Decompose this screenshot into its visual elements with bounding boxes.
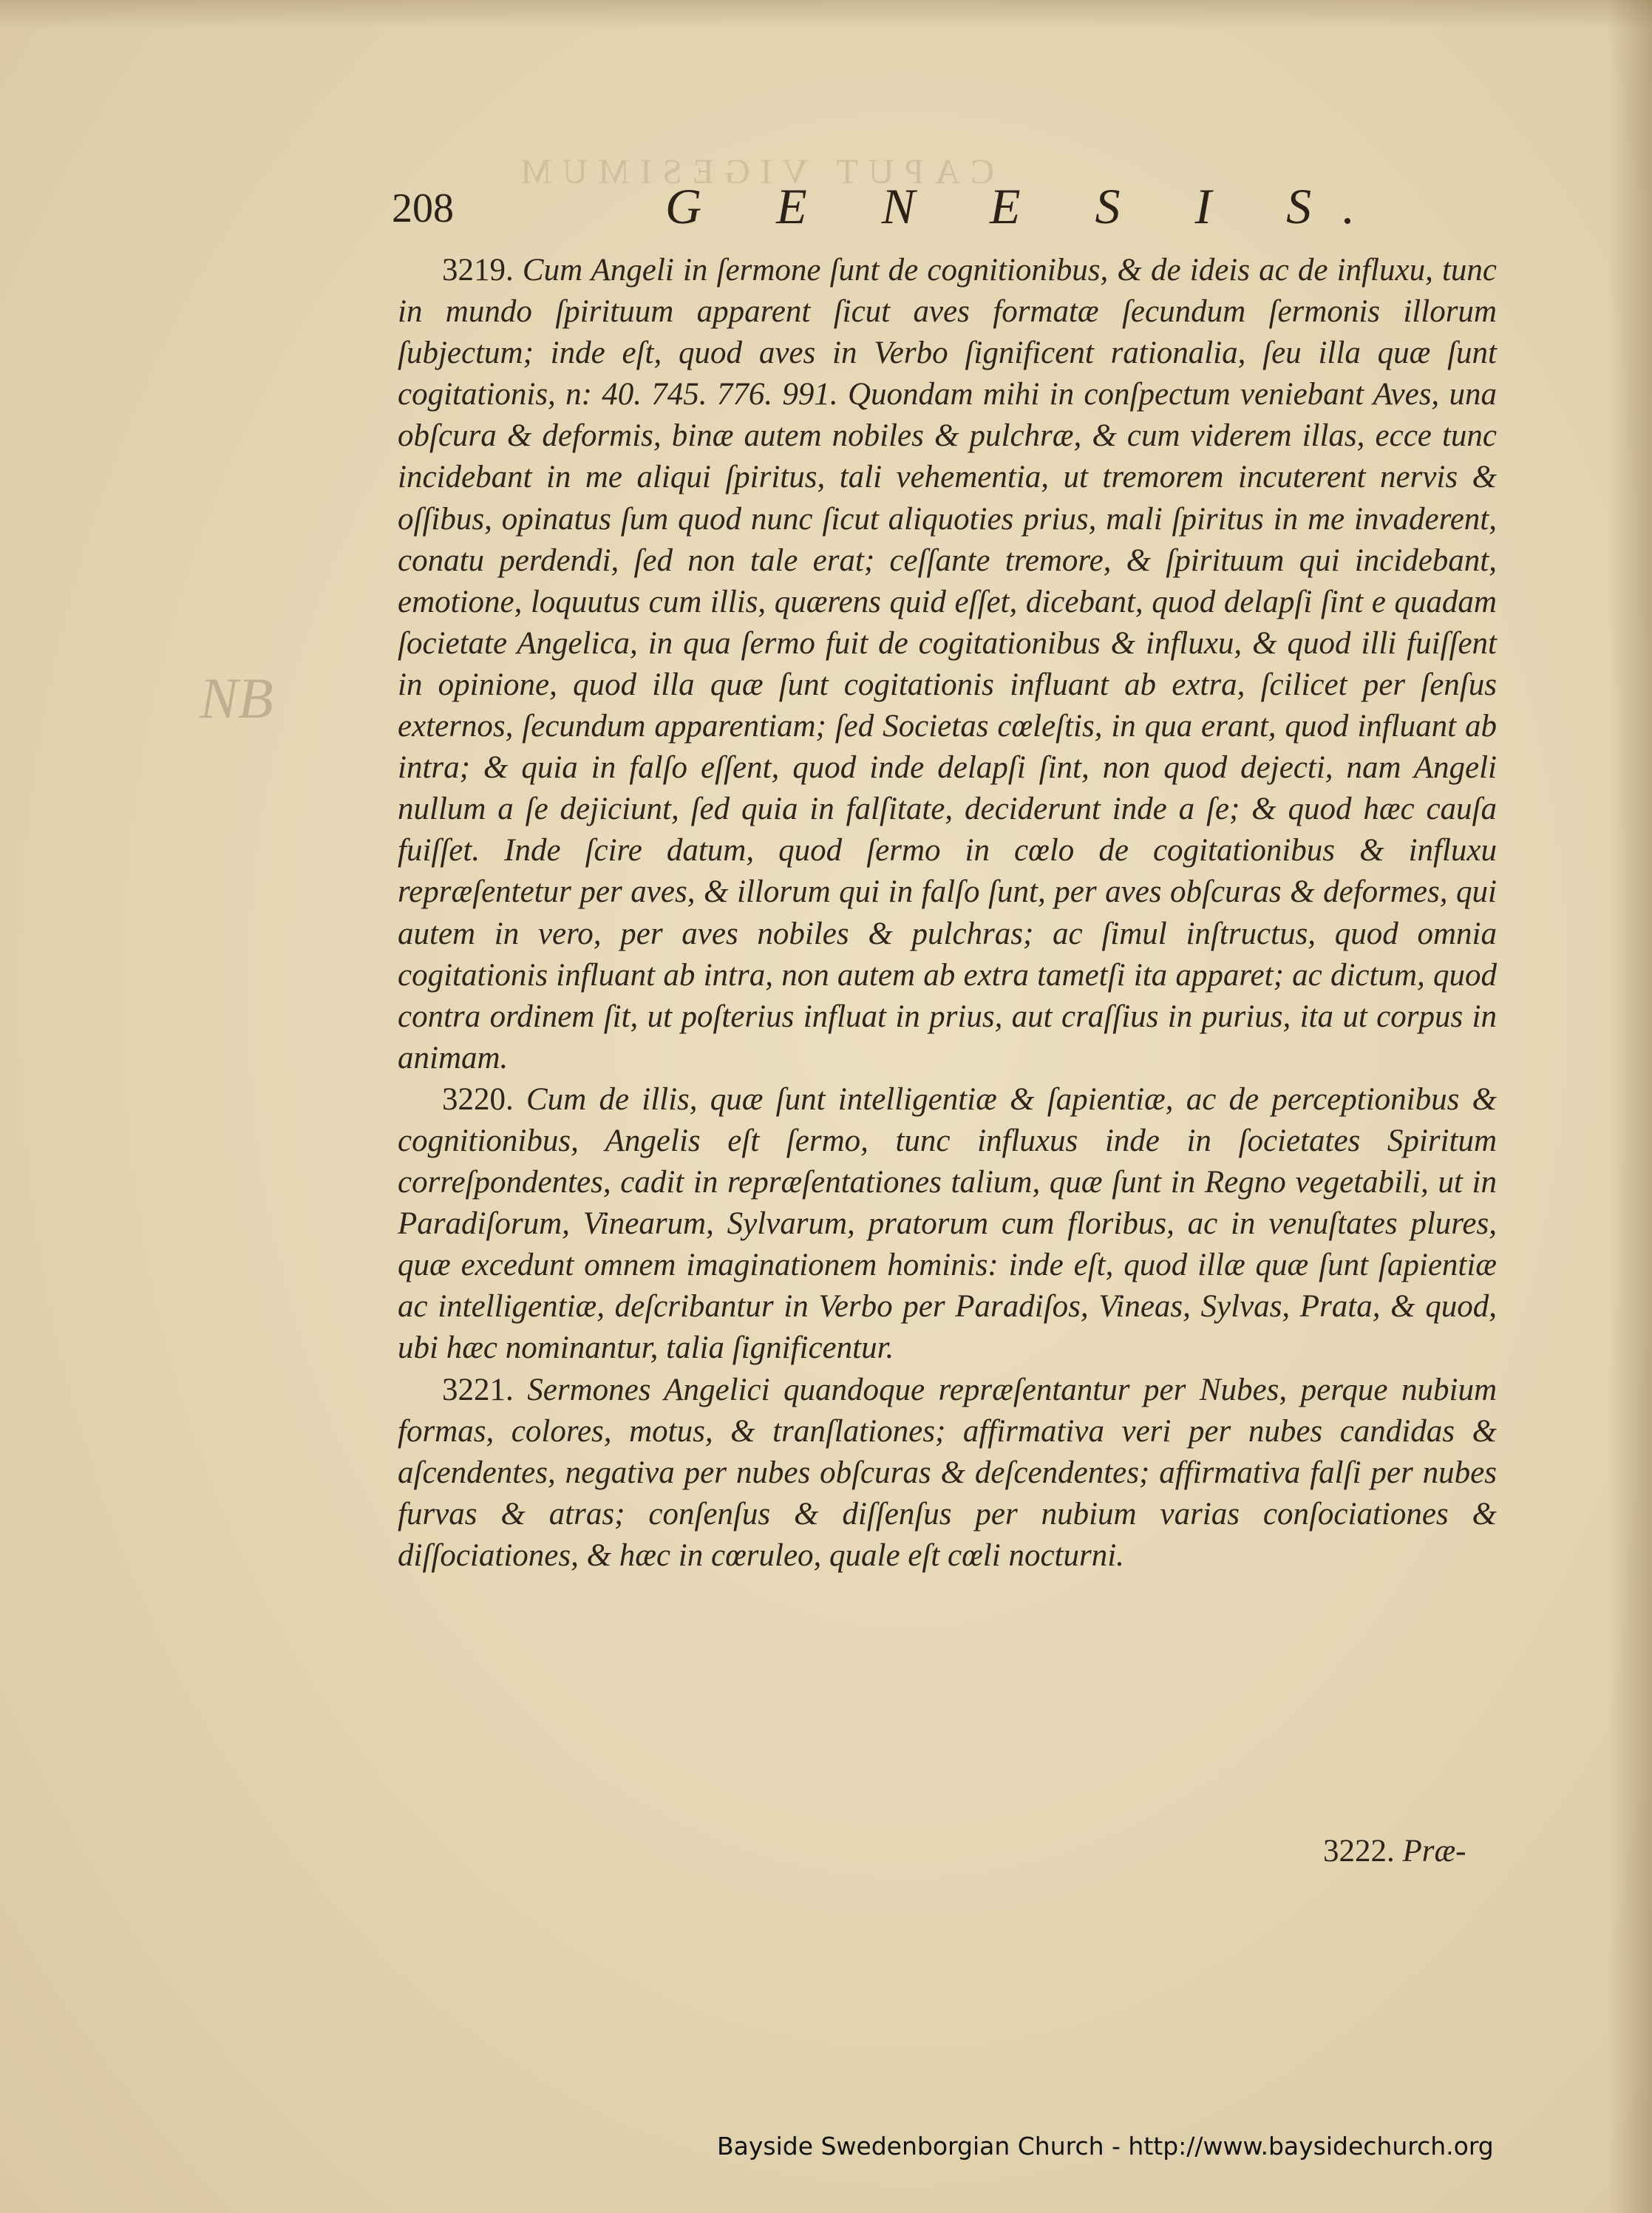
main-text xyxy=(398,250,1497,1577)
pencil-mark: NB xyxy=(200,666,273,730)
page-top-shadow xyxy=(0,0,1652,30)
paragraph-number: 3220. xyxy=(442,1081,514,1117)
page-number: 208 xyxy=(392,186,454,231)
paragraph-number: 3219. xyxy=(442,253,514,288)
catchword xyxy=(1323,1833,1466,1869)
bleed-through-text: CAPUT VIGESIMUM xyxy=(510,152,994,191)
catchword-text: Præ- xyxy=(1402,1834,1466,1869)
catchword-number: 3222. xyxy=(1323,1834,1395,1869)
credit-watermark: Bayside Swedenborgian Church - http://www.baysidechurch.org xyxy=(717,2132,1494,2161)
paragraph-3221 xyxy=(398,1370,1497,1577)
paragraph-text: Cum Angeli in ſermone ſunt de cognitionibus, & de ideis ac de influxu, tunc in mundo ſpirituum apparent ſicut aves formatæ ſecundum ſermonis illorum ſubjectum; inde eſt, quod aves in Verbo ſignificent rationalia, ſeu illa quæ ſunt cogitationis, n: 40. 745. 776. 991. Quondam mihi in conſpectum veniebant Aves, una obſcura & deformis, binæ autem nobiles & pulchræ, & cum viderem illas, ecce tunc incidebant in me aliqui ſpiritus, tali vehementia, ut tremorem incuterent nervis & oſſibus, opinatus ſum quod nunc ſicut aliquoties prius, mali ſpiritus in me invaderent, conatu perdendi, ſed non tale erat; ceſſante tremore, & ſpirituum qui incidebant, emotione, loquutus cum illis, quærens quid eſſet, dicebant, quod delapſi ſint e quadam ſocietate Angelica, in qua ſermo fuit de cogitationibus & influxu, & quod illi fuiſſent in opinione, quod illa quæ ſunt cogitationis influant ab extra, ſcilicet per ſenſus externos, ſecundum apparentiam; ſed Societas cœleſtis, in qua erant, quod influant ab intra; & quia in falſo eſſent, quod inde delapſi ſint, non quod dejecti, nam Angeli nullum a ſe dejiciunt, ſed quia in falſitate, deciderunt inde a ſe; & quod hæc cauſa fuiſſet. Inde ſcire datum, quod ſermo in cœlo de cogitationibus & influxu repræſentetur per aves, & illorum qui in falſo ſunt, per aves obſcuras & deformes, qui autem in vero, per aves nobiles & pulchras; ac ſimul inſtructus, quod omnia cogitationis influant ab intra, non autem ab extra tametſi ita apparet; ac dictum, quod contra ordinem ſit, ut poſterius influat in prius, aut craſſius in purius, ita ut corpus in animam. xyxy=(398,253,1498,1075)
paragraph-text: Cum de illis, quæ ſunt intelligentiæ & ſapientiæ, ac de perceptionibus & cognitionibus, Angelis eſt ſermo, tunc influxus inde in ſocietates Spiritum correſpondentes, cadit in repræſentationes talium, quæ ſunt in Regno vegetabili, ut in Paradiſorum, Vinearum, Sylvarum, pratorum cum floribus, ac in venuſtates plures, quæ excedunt omnem imaginationem hominis: inde eſt, quod illæ quæ ſunt ſapientiæ ac intelligentiæ, deſcribantur in Verbo per Paradiſos, Vineas, Sylvas, Prata, & quod, ubi hæc nominantur, talia ſignificentur. xyxy=(398,1081,1497,1366)
running-head xyxy=(392,177,1500,244)
page-gutter-shadow xyxy=(1608,0,1652,2213)
paragraph-3220 xyxy=(398,1079,1497,1370)
paragraph-number: 3221. xyxy=(442,1372,514,1407)
paragraph-text: Sermones Angelici quandoque repræſentantur per Nubes, perque nubium formas, colores, motus, & tranſlationes; affirmativa veri per nubes candidas & aſcendentes, negativa per nubes obſcuras & deſcendentes; affirmativa falſi per nubes furvas & atras; conſenſus & diſſenſus per nubium varias conſociationes & diſſociationes, & hæc in cœruleo, quale eſt cœli nocturni. xyxy=(398,1372,1497,1573)
paragraph-3219 xyxy=(398,250,1497,1079)
page-title: G E N E S I S. xyxy=(665,178,1387,234)
